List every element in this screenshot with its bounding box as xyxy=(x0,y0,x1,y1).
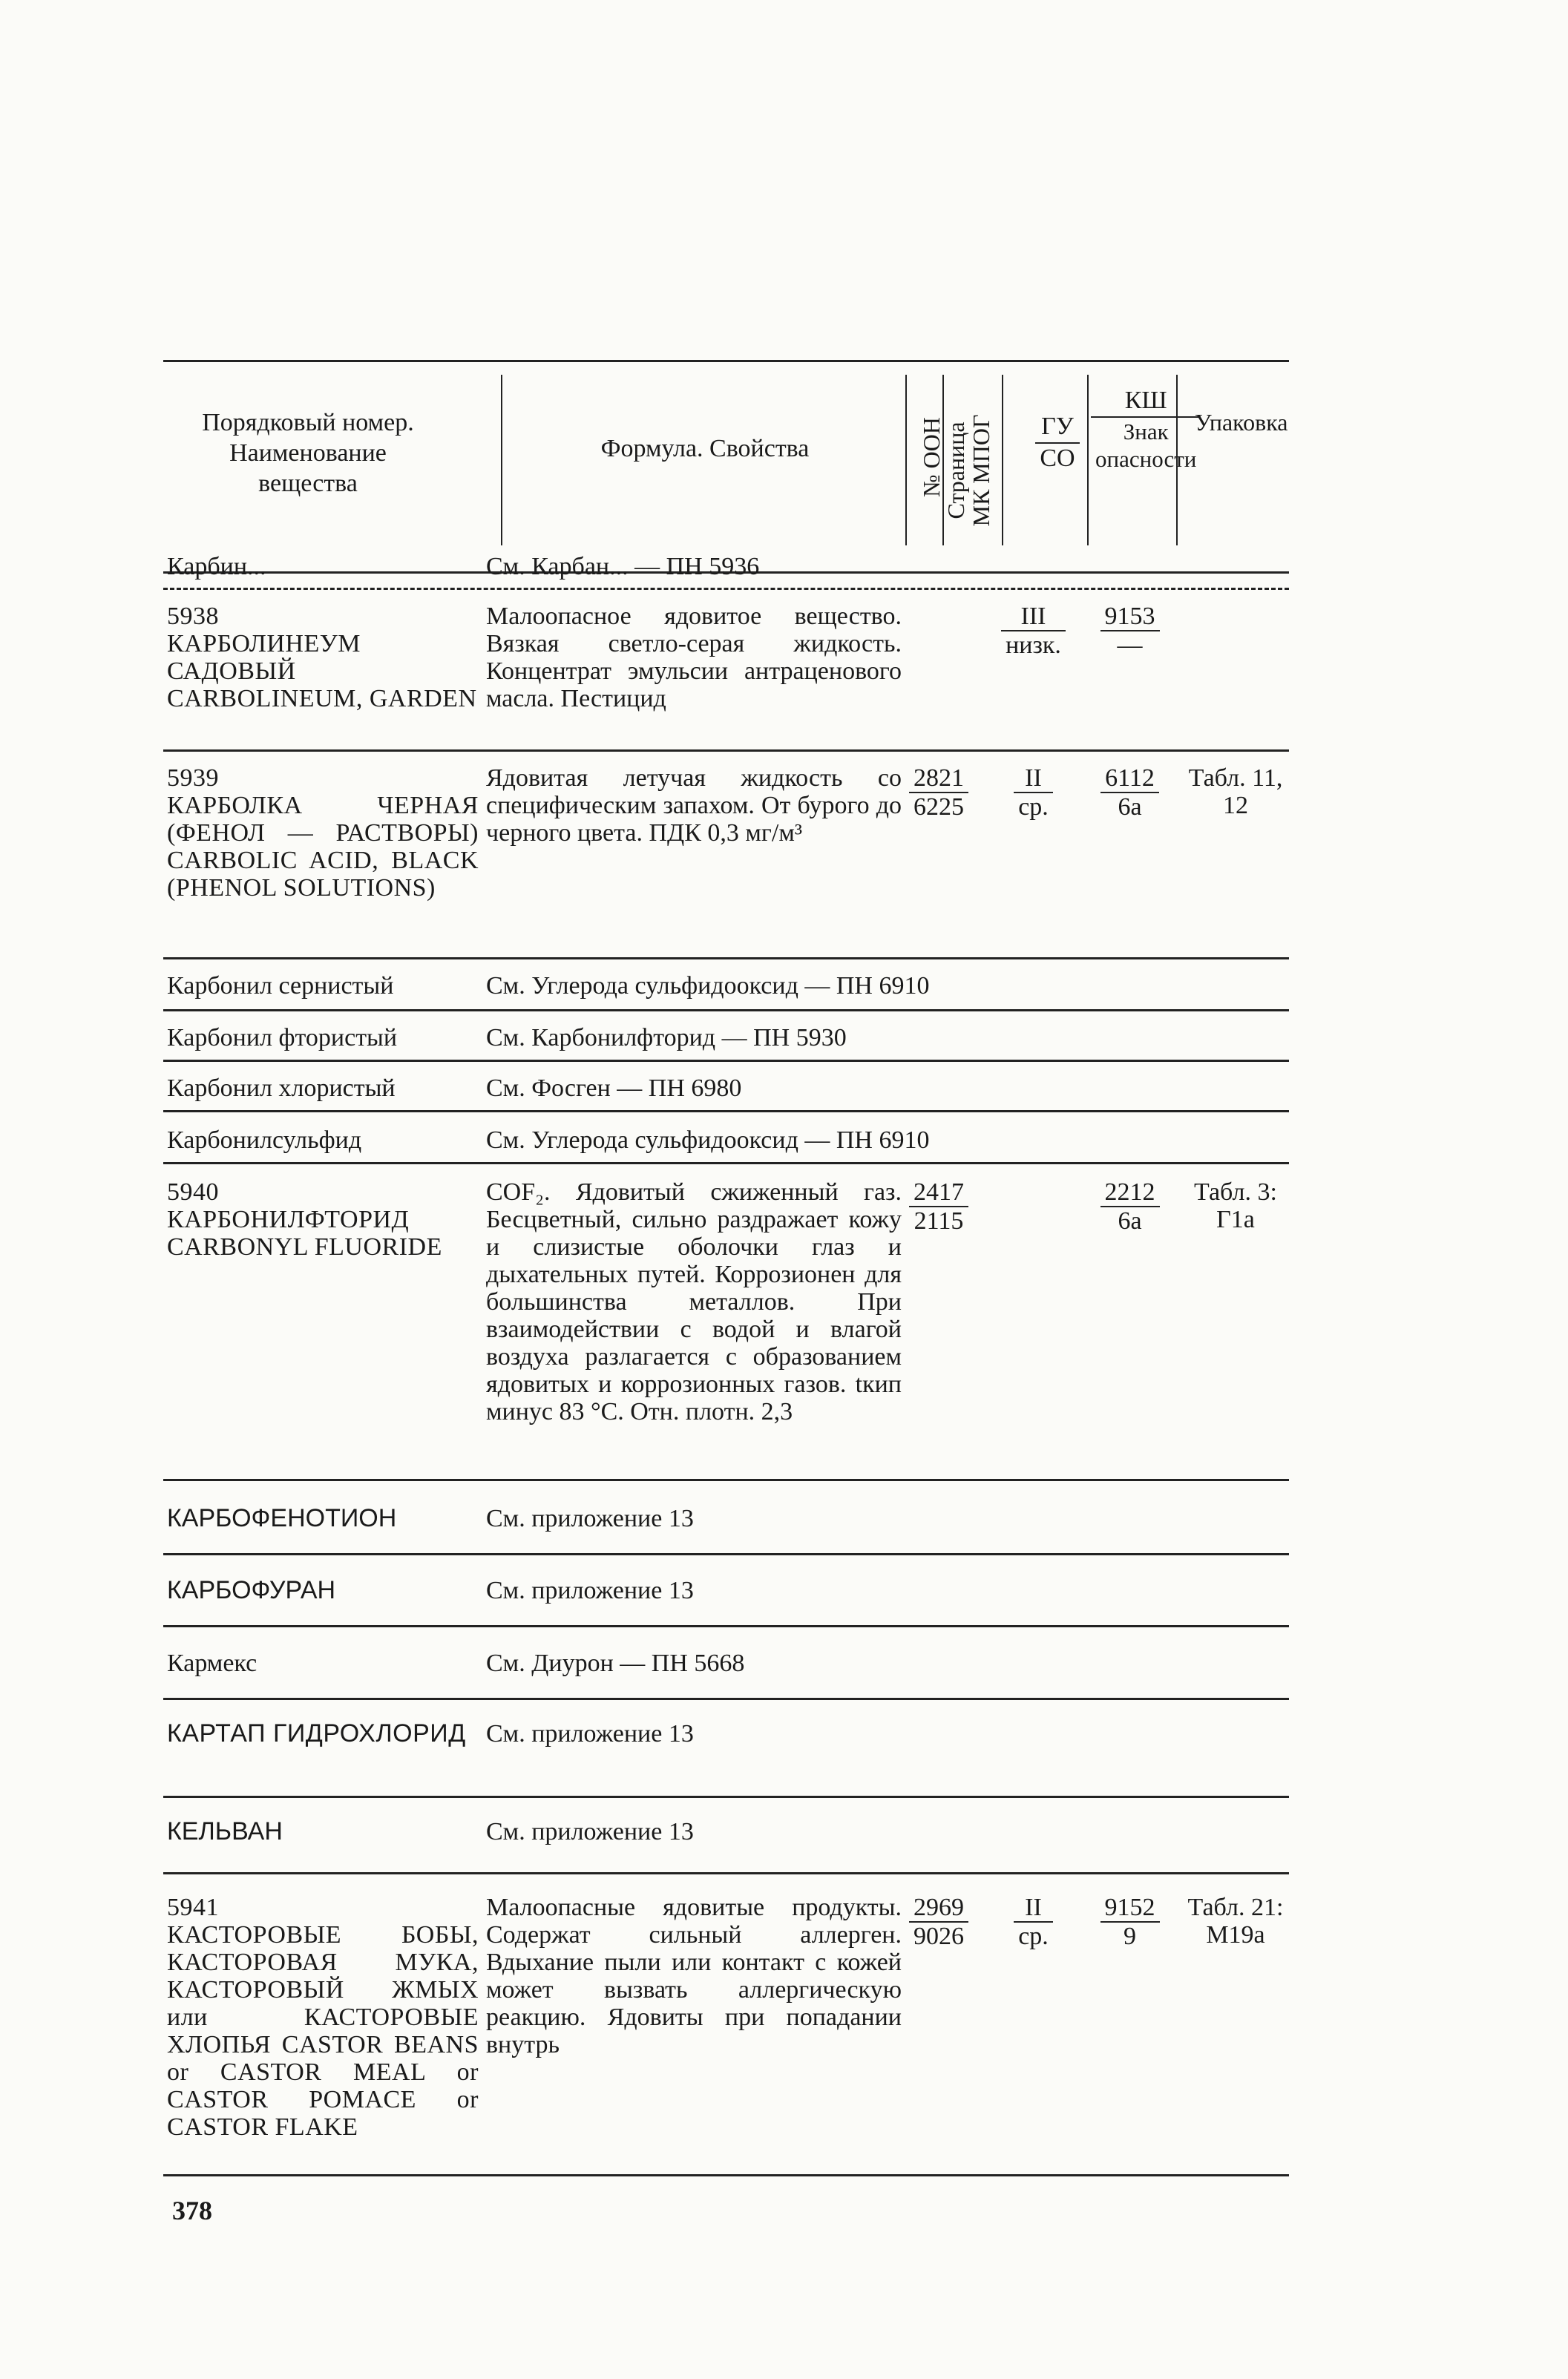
entry-props: См. приложение 13 xyxy=(486,1818,694,1845)
entry-ref xyxy=(0,1505,1568,1535)
entry-un xyxy=(898,1178,980,1235)
entry-props: Малоопасное ядовитое вещество. Вязкая светло-серая жидкость. Концентрат эмульсии антраценового масла. Пестицид xyxy=(486,603,902,712)
entry-un xyxy=(898,1894,980,1950)
entry-5938 xyxy=(0,603,1568,744)
entry-props: См. Карбонилфторид — ПН 5930 xyxy=(486,1024,847,1051)
entry-name: КАРБОЛКА ЧЕРНАЯ (ФЕНОЛ — РАСТВОРЫ) CARBOLIC ACID, BLACK (PHENOL SOLUTIONS) xyxy=(167,792,479,902)
entry-props: COF₂. Ядовитый сжиженный газ. Бесцветный, сильно раздражает кожу и слизистые оболочки глаз и дыхательных путей. Коррозионен для большинства металлов. При взаимодействии с водой и влагой воздуха разлагается с образованием ядовитых и коррозионных газов. tкип минус 83 °C. Отн. плотн. 2,3 xyxy=(486,1178,902,1425)
header-divider xyxy=(905,375,907,545)
entry-name: Кармекс xyxy=(167,1650,257,1677)
entry-pack: Табл. 3: Г1а xyxy=(1194,1178,1277,1233)
row-divider xyxy=(163,1060,1289,1062)
entry-number: 5941 xyxy=(167,1894,219,1921)
row-divider xyxy=(163,588,1289,590)
entry-ksh-bottom: — xyxy=(1117,631,1143,659)
entry-name: Карбонилсульфид xyxy=(167,1126,362,1154)
entry-ksh xyxy=(1091,603,1169,659)
entry-name: КАСТОРОВЫЕ БОБЫ, КАСТОРОВАЯ МУКА, КАСТОРОВЫЙ ЖМЫХ или КАСТОРОВЫЕ ХЛОПЬЯ CASTOR BEANS or CASTOR MEAL or CASTOR POMACE or CASTOR FLAKE xyxy=(167,1921,479,2141)
entry-name: Карбонил хлористый xyxy=(167,1074,396,1102)
row-divider xyxy=(163,1110,1289,1112)
entry-ref xyxy=(0,1720,1568,1779)
header-col-name: Порядковый номер. Наименование вещества xyxy=(202,409,414,497)
entry-un-top: 2821 xyxy=(909,764,968,793)
entry-name: КАРБОФУРАН xyxy=(167,1576,336,1604)
header-col-gu xyxy=(1020,412,1095,474)
entry-5941 xyxy=(0,1894,1568,2168)
entry-props: См. Углерода сульфидооксид — ПН 6910 xyxy=(486,972,930,1000)
entry-number: 5940 xyxy=(167,1178,219,1206)
header-divider xyxy=(1002,375,1003,545)
entry-gu xyxy=(994,603,1072,659)
header-divider xyxy=(1176,375,1178,545)
entry-name: КАРБОФЕНОТИОН xyxy=(167,1504,397,1532)
entry-ref xyxy=(0,1074,1568,1104)
entry-name-block xyxy=(167,603,479,712)
entry-props: См. Углерода сульфидооксид — ПН 6910 xyxy=(486,1126,930,1154)
entry-un-bottom: 9026 xyxy=(913,1923,964,1950)
header-ksh-top: КШ xyxy=(1091,386,1201,418)
row-divider xyxy=(163,1625,1289,1627)
entry-gu xyxy=(994,1894,1072,1950)
header-top-rule xyxy=(163,360,1289,362)
entry-gu xyxy=(994,764,1072,821)
row-divider xyxy=(163,1479,1289,1481)
entry-props: См. Фосген — ПН 6980 xyxy=(486,1074,742,1102)
entry-ref xyxy=(0,1126,1568,1156)
entry-5940 xyxy=(0,1178,1568,1468)
entry-number: 5939 xyxy=(167,764,219,792)
entry-ref xyxy=(0,1818,1568,1848)
entry-name: Карбонил фтористый xyxy=(167,1024,398,1051)
entry-un xyxy=(898,764,980,821)
header-gu-bottom: СО xyxy=(1040,444,1075,472)
entry-name: Карбонил сернистый xyxy=(167,972,394,1000)
entry-gu-top: II xyxy=(1014,1894,1053,1923)
row-divider xyxy=(163,1698,1289,1700)
entry-name-block xyxy=(167,1894,479,2141)
header-col-pack: Упаковка xyxy=(1195,409,1288,436)
entry-gu-bottom: ср. xyxy=(1018,1923,1049,1950)
row-divider xyxy=(163,1162,1289,1164)
entry-props: Ядовитая летучая жидкость со специфическим запахом. От бурого до черного цвета. ПДК 0,3 мг/м³ xyxy=(486,764,902,847)
entry-ksh xyxy=(1091,764,1169,821)
entry-props: См. приложение 13 xyxy=(486,1505,694,1532)
entry-ksh xyxy=(1091,1178,1169,1235)
entry-gu-bottom: низк. xyxy=(1006,631,1061,659)
header-col-ksh xyxy=(1091,386,1197,475)
row-divider xyxy=(163,749,1289,752)
entry-props: См. приложение 13 xyxy=(486,1577,694,1604)
entry-props: См. Карбан... — ПН 5936 xyxy=(486,553,760,580)
header-ksh-bottom: Знак опасности xyxy=(1095,418,1197,472)
entry-props: См. Диурон — ПН 5668 xyxy=(486,1650,745,1677)
row-divider xyxy=(163,2174,1289,2176)
entry-un-top: 2417 xyxy=(909,1178,968,1207)
entry-un-top: 2969 xyxy=(909,1894,968,1923)
row-divider xyxy=(163,1553,1289,1555)
entry-gu-top: III xyxy=(1001,603,1066,631)
row-divider xyxy=(163,1872,1289,1874)
entry-name-block xyxy=(167,764,479,902)
page-number: 378 xyxy=(172,2196,212,2225)
entry-ksh xyxy=(1091,1894,1169,1950)
entry-ksh-bottom: 6а xyxy=(1118,1207,1142,1235)
entry-pack: Табл. 11, 12 xyxy=(1188,764,1283,819)
entry-un-bottom: 2115 xyxy=(913,1207,964,1235)
entry-ksh-top: 9152 xyxy=(1100,1894,1160,1923)
entry-ref xyxy=(0,972,1568,1002)
entry-ksh-bottom: 6а xyxy=(1118,793,1142,821)
row-divider xyxy=(163,957,1289,959)
entry-ksh-bottom: 9 xyxy=(1123,1923,1136,1950)
entry-number: 5938 xyxy=(167,603,219,630)
entry-name-block xyxy=(167,1178,479,1261)
entry-ref xyxy=(0,1650,1568,1679)
entry-props: См. приложение 13 xyxy=(486,1720,694,1748)
header-divider xyxy=(1087,375,1089,545)
entry-gu-top: II xyxy=(1014,764,1053,793)
header-divider xyxy=(501,375,502,545)
entry-ksh-top: 9153 xyxy=(1100,603,1160,631)
entry-name: КАРБОЛИНЕУМ САДОВЫЙ CARBOLINEUM, GARDEN xyxy=(167,630,477,712)
entry-name: Карбин... xyxy=(167,553,266,580)
entry-name: КАРБОНИЛФТОРИД CARBONYL FLUORIDE xyxy=(167,1206,442,1261)
row-divider xyxy=(163,1796,1289,1798)
entry-ksh-top: 6112 xyxy=(1100,764,1159,793)
entry-5939 xyxy=(0,764,1568,950)
entry-ksh-top: 2212 xyxy=(1100,1178,1160,1207)
entry-name: КАРТАП ГИДРОХЛОРИД xyxy=(167,1719,466,1748)
entry-pack: Табл. 21: М19а xyxy=(1187,1894,1284,1949)
entry-un-bottom: 6225 xyxy=(913,793,964,821)
entry-name: КЕЛЬВАН xyxy=(167,1817,283,1845)
entry-karbin xyxy=(0,553,1568,583)
header-col-formula: Формула. Свойства xyxy=(600,435,810,462)
header-col-page: Страница МК МПОГ xyxy=(942,414,994,527)
header-col-un: № ООН xyxy=(918,417,945,497)
entry-gu-bottom: ср. xyxy=(1018,793,1049,821)
table-header xyxy=(163,360,1289,549)
entry-props: Малоопасные ядовитые продукты. Содержат сильный аллерген. Вдыхание пыли или контакт с кожей может вызвать аллергическую реакцию. Ядовиты при попадании внутрь xyxy=(486,1894,902,2058)
entry-ref xyxy=(0,1577,1568,1607)
row-divider xyxy=(163,1009,1289,1011)
header-gu-top: ГУ xyxy=(1035,412,1079,444)
entry-ref xyxy=(0,1024,1568,1054)
